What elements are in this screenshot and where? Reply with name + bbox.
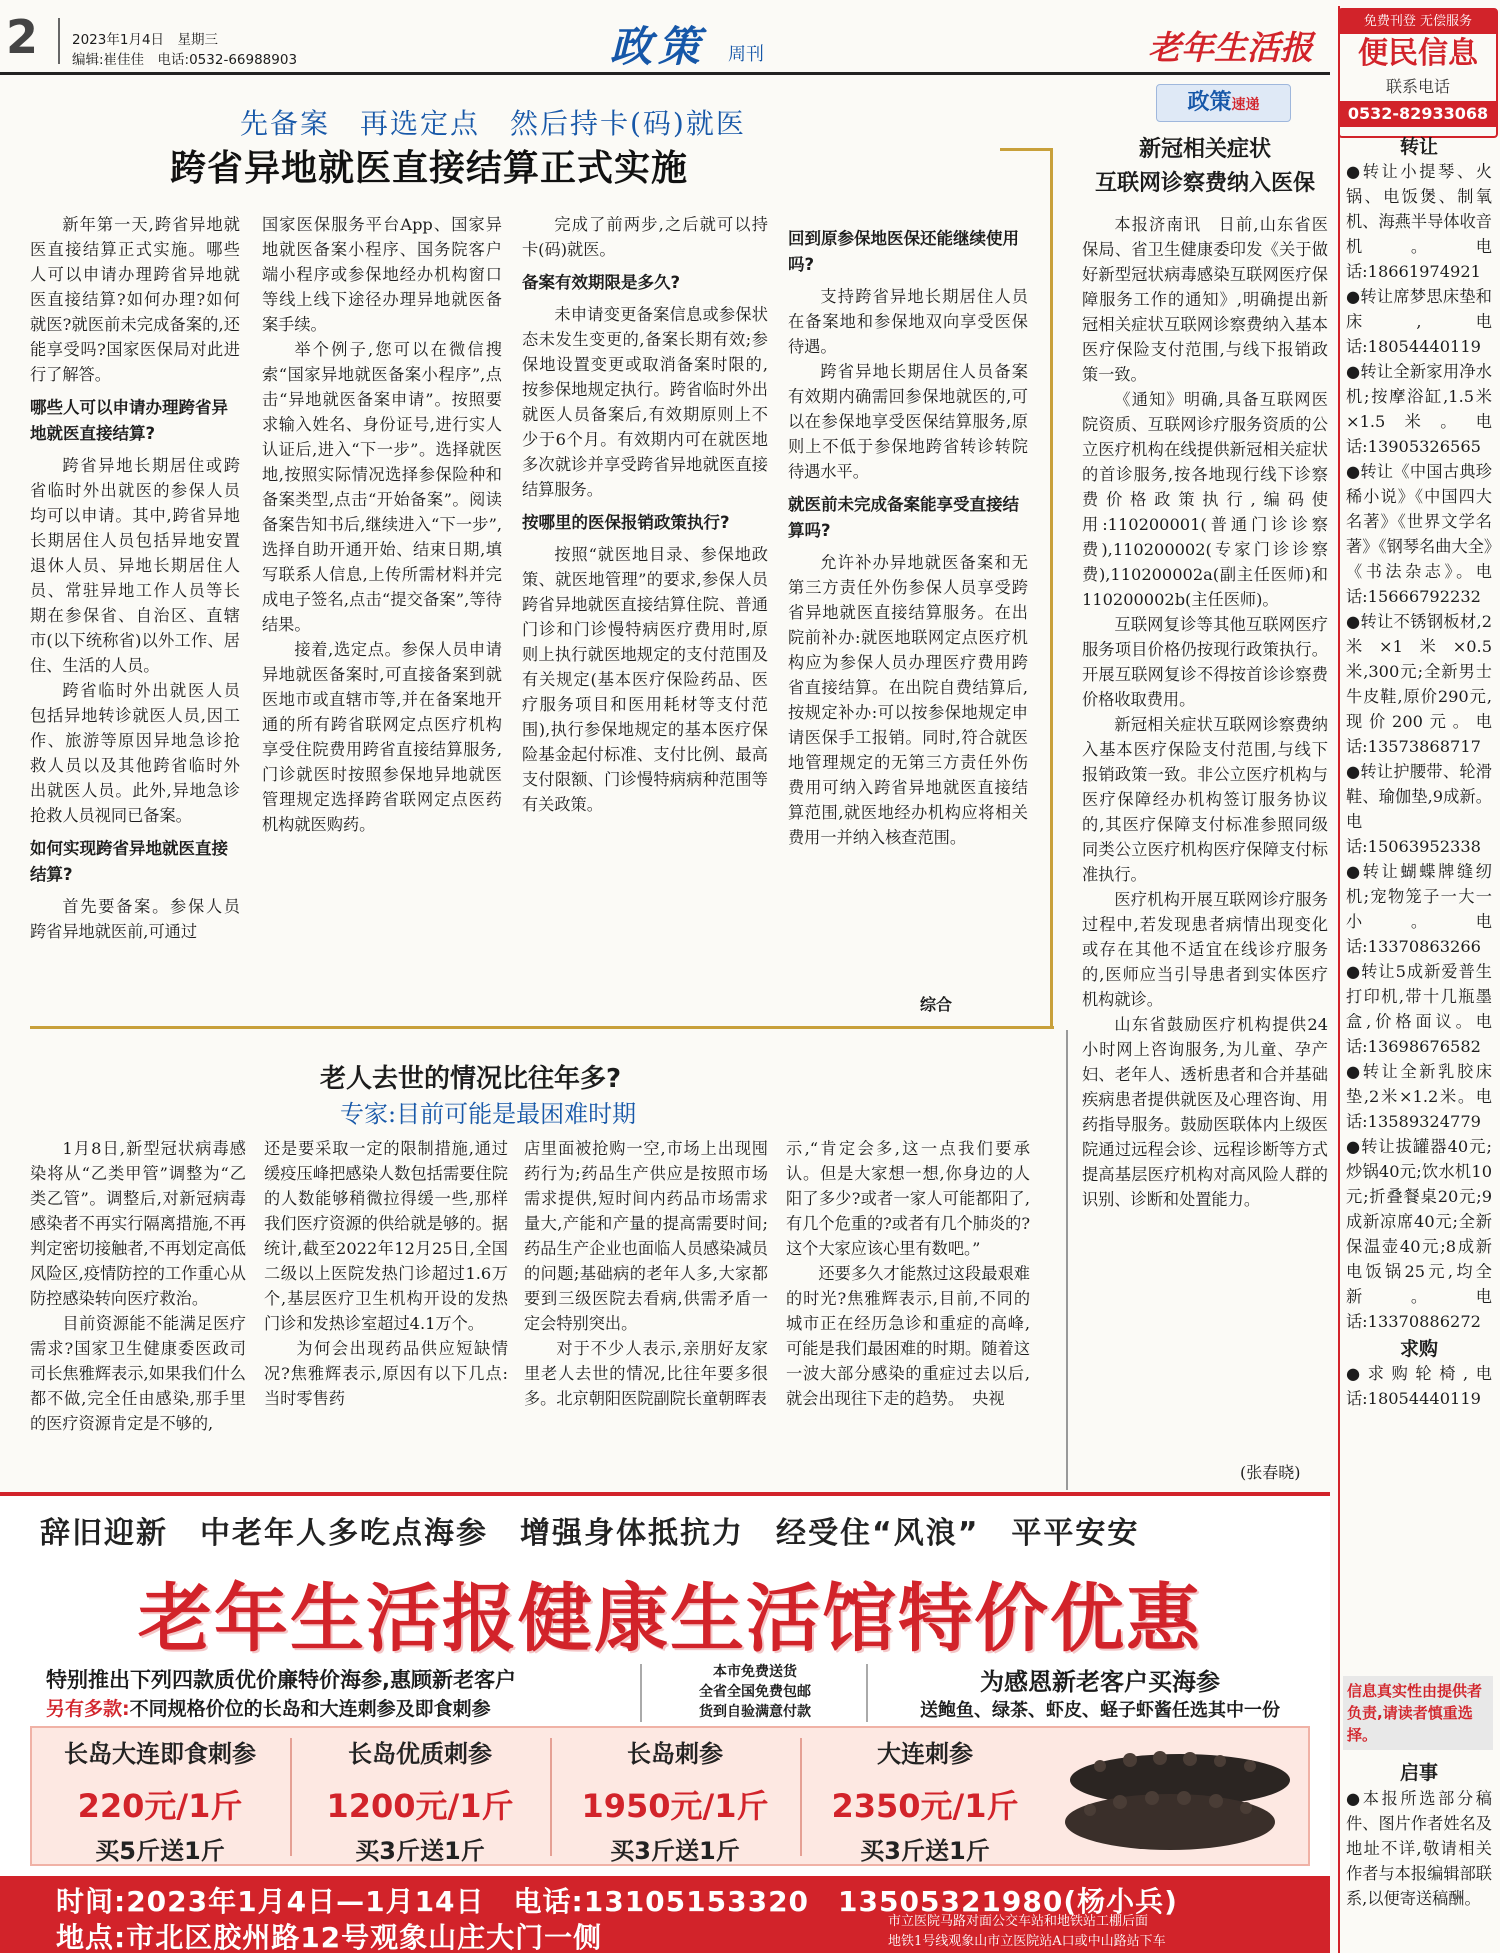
news-badge xyxy=(1156,84,1291,122)
classified-item: ●转让护腰带、轮滑鞋、瑜伽垫,9成新。电话:15063952338 xyxy=(1346,762,1492,856)
article-frame-bottom xyxy=(30,1026,1054,1029)
article-paragraph: 示,“肯定会多,这一点我们要承认。但是大家想一想,你身边的人阳了多少?或者一家人可能都阳了,有几个危重的?或者有几个肺炎的?这个大家应该心里有数吧。” xyxy=(786,1139,1030,1258)
ad-line2 xyxy=(46,1694,491,1721)
classified-item: ●转让《中国古典珍稀小说》《中国四大名著》《世界文学名著》《钢琴名曲大全》《书法杂志》。电话:15666792232 xyxy=(1346,462,1492,606)
article-frame-right xyxy=(1045,150,1053,1028)
article-paragraph: 跨省临时外出就医人员包括异地转诊就医人员,因工作、旅游等原因异地急诊抢救人员以及其他跨省临时外出就医人员。此外,异地急诊抢救人员视同已备案。 xyxy=(30,681,240,825)
classified-item: ●转让全新乳胶床垫,2米×1.2米。电话:13589324779 xyxy=(1346,1062,1492,1131)
article-paragraph: 按照“就医地目录、参保地政策、就医地管理”的要求,参保人员跨省异地就医直接结算住院、普通门诊和门诊慢特病医疗费用时,原则上执行就医地规定的支付范围及有关规定(基本医疗保险药品、医疗服务项目和医用耗材等支付范围),执行参保地规定的基本医疗保险基金起付标准、支付比例、最高支付限额、门诊慢特病病种范围等有关政策。 xyxy=(522,545,768,814)
product-divider xyxy=(290,1738,292,1856)
product-card xyxy=(805,1734,1045,1866)
classified-heading: 求购 xyxy=(1399,1338,1438,1360)
article-paragraph: 国家医保服务平台App、国家异地就医备案小程序、国务院客户端小程序或参保地经办机构窗口等线上线下途径办理异地就医备案手续。 xyxy=(262,215,502,334)
sidebar-note: 信息真实性由提供者负责,请读者慎重选择。 xyxy=(1343,1676,1493,1750)
article-paragraph: 跨省异地长期居住或跨省临时外出就医的参保人员均可以申请。其中,跨省异地长期居住人员包括异地安置退休人员、异地长期居住人员、常驻异地工作人员等长期在参保省、自治区、直辖市(以下统称省)以外工作、居住、生活的人员。 xyxy=(30,456,240,675)
classified-item: ●求购轮椅,电话:18054440119 xyxy=(1346,1364,1492,1408)
sidebar-title: 便民信息 xyxy=(1358,36,1478,71)
newspaper-logo: 老年生活报 xyxy=(1148,28,1313,67)
article-paragraph: 1月8日,新型冠状病毒感染将从“乙类甲管”调整为“乙类乙管”。调整后,对新冠病毒感染者不再实行隔离措施,不再判定密切接触者,不再划定高低风险区,疫情防控的工作重心从防控感染转向医疗救治。 xyxy=(30,1139,246,1308)
article-paragraph: 首先要备案。参保人员跨省异地就医前,可通过 xyxy=(30,897,240,941)
news-paragraph: 互联网复诊等其他互联网医疗服务项目价格仍按现行政策执行。开展互联网复诊不得按首诊诊察费价格收取费用。 xyxy=(1082,615,1328,709)
classified-item: ●转让5成新爱普生打印机,带十几瓶墨盒,价格面议。电话:13698676582 xyxy=(1346,962,1492,1056)
article-paragraph: 跨省异地长期居住人员备案有效期内确需回参保地就医的,可以在参保地享受医保结算服务,原则上不低于参保地跨省转诊转院待遇水平。 xyxy=(788,362,1028,481)
news-title-line2: 互联网诊察费纳入医保 xyxy=(1094,170,1315,196)
ad-divider-2 xyxy=(866,1664,868,1722)
article-subheading: 哪些人可以申请办理跨省异地就医直接结算? xyxy=(30,398,228,443)
classified-item: ●转让席梦思床垫和床,电话:18054440119 xyxy=(1346,287,1492,356)
article-paragraph: 接着,选定点。参保人员申请异地就医备案时,可直接备案到就医地市或直辖市等,并在备案地开通的所有跨省联网定点医疗机构享受住院费用跨省直接结算服务,门诊就医时按照参保地异地就医管理规定选择跨省联网定点医药机构就医购药。 xyxy=(262,640,502,834)
product-offer: 买5斤送1斤 xyxy=(95,1837,225,1865)
news-author: (张春晓) xyxy=(1240,1463,1301,1482)
ad-delivery-2: 全省全国免费包邮 xyxy=(699,1684,811,1700)
notice-text: ●本报所选部分稿件、图片作者姓名及地址不详,敬请相关作者与本报编辑部联系,以便寄送稿酬。 xyxy=(1346,1789,1492,1908)
ad-slogan: 辞旧迎新 中老年人多吃点海参 增强身体抵抗力 经受住“风浪” 平平安安 xyxy=(40,1516,1140,1551)
second-column-3 xyxy=(524,1136,768,1486)
news-badge-label: 政策 xyxy=(1187,90,1232,115)
article-paragraph: 允许补办异地就医备案和无第三方责任外伤参保人员享受跨省异地就医直接结算服务。在出院前补办:就医地联网定点医疗机构应为参保人员办理医疗费用跨省直接结算。在出院自费结算后,按规定补办:可以按参保地规定申请医保手工报销。同时,符合就医地管理规定的无第三方责任外伤费用可纳入跨省异地就医直接结算范围,就医地经办机构应将相关费用一并纳入核查范围。 xyxy=(788,553,1028,847)
page-number: 2 xyxy=(6,10,39,64)
ad-line1: 特别推出下列四款质优价廉特价海参,惠顾新老客户 xyxy=(46,1668,516,1692)
product-price: 2350元/1斤 xyxy=(831,1787,1019,1825)
ad-line2-label: 另有多款: xyxy=(46,1698,130,1720)
header-divider xyxy=(58,18,60,64)
section-subtitle: 周刊 xyxy=(728,44,764,65)
ad-gift-title: 为感恩新老客户买海参 xyxy=(980,1668,1220,1696)
product-name: 长岛刺参 xyxy=(627,1740,723,1768)
second-column-4 xyxy=(786,1136,1030,1486)
article-paragraph: 未申请变更备案信息或参保状态未发生变更的,备案长期有效;参保地设置变更或取消备案时限的,按参保地规定执行。跨省临时外出就医人员备案后,有效期原则上不少于6个月。有效期内可在就医地多次就诊并享受跨省异地就医直接结算服务。 xyxy=(522,305,768,499)
article-paragraph: 举个例子,您可以在微信搜索“国家异地就医备案小程序”,点击“异地就医备案申请”。按照要求输入姓名、身份证号,进行实人认证后,进入“下一步”。选择就医地,按照实际情况选择参保险种和备案类型,点击“开始备案”。阅读备案告知书后,继续进入“下一步”,选择自助开通开始、结束日期,填写联系人信息,上传所需材料并完成电子签名,点击“提交备案”,等待结果。 xyxy=(262,340,502,634)
article-subheading: 回到原参保地医保还能继续使用吗? xyxy=(788,229,1019,274)
news-paragraph: 新冠相关症状互联网诊察费纳入基本医疗保险支付范围,与线下报销政策一致。非公立医疗机构与医疗保障经办机构签订服务协议的,其医疗保障支付标准参照同级同类公立医疗机构医疗保障支付标准执行。 xyxy=(1082,715,1328,884)
classified-item: ●转让全新家用净水机;按摩浴缸,1.5米×1.5米。电话:13905326565 xyxy=(1346,362,1492,456)
article-paragraph: 为何会出现药品供应短缺情况?焦雅辉表示,原因有以下几点:当时零售药 xyxy=(264,1339,508,1408)
news-paragraph: 《通知》明确,具备互联网医院资质、互联网诊疗服务资质的公立医疗机构在线提供新冠相关症状的首诊服务,按各地现行线下诊察费价格政策执行,编码使用:110200001(普通门诊诊察费),110200002(专家门诊诊察费),110200002a(副主任医师)和110200002b(主任医师)。 xyxy=(1082,390,1328,609)
news-paragraph: 本报济南讯 日前,山东省医保局、省卫生健康委印发《关于做好新型冠状病毒感染互联网医疗保障服务工作的通知》,明确提出新冠相关症状互联网诊察费纳入基本医疗保险支付范围,与线下报销政策一致。 xyxy=(1082,215,1328,384)
notice-heading: 启事 xyxy=(1399,1762,1438,1784)
sidebar-header xyxy=(1338,8,1498,138)
sidebar-phone: 0532-82933068 xyxy=(1340,101,1496,127)
ad-route-1: 市立医院马路对面公交车站和地铁站工棚后面 xyxy=(888,1914,1149,1929)
section-title: 政策 xyxy=(610,22,707,71)
ad-time-phone: 时间:2023年1月4日—1月14日 电话:13105153320 13505321980(杨小兵) xyxy=(56,1885,1178,1918)
ad-delivery-1: 本市免费送货 xyxy=(713,1664,797,1680)
article-column-4 xyxy=(788,218,1028,1018)
news-badge-sub: 速递 xyxy=(1231,97,1260,113)
product-price: 1200元/1斤 xyxy=(326,1787,514,1825)
product-offer: 买3斤送1斤 xyxy=(355,1837,485,1865)
article-paragraph: 支持跨省异地长期居住人员在备案地和参保地双向享受医保待遇。 xyxy=(788,287,1028,356)
product-divider xyxy=(800,1738,802,1856)
article-column-1 xyxy=(30,212,240,1018)
product-card xyxy=(300,1734,540,1866)
second-column-2 xyxy=(264,1136,508,1486)
article-paragraph: 还要多久才能熬过这段最艰难的时光?焦雅辉表示,目前,不同的城市正在经历急诊和重症的高峰,可能是我们最困难的时期。随着这一波大部分感染的重症过去以后,就会出现往下走的趋势。 央视 xyxy=(786,1264,1030,1408)
classified-heading: 转让 xyxy=(1399,136,1438,158)
classified-item: ●转让拔罐器40元;炒锅40元;饮水机10元;折叠餐桌20元;9成新凉席40元;全新保温壶40元;8成新电饭锅25元,均全新。电话:13370886272 xyxy=(1346,1137,1492,1331)
product-offer: 买3斤送1斤 xyxy=(860,1837,990,1865)
ad-gift-text: 送鲍鱼、绿茶、虾皮、蛏子虾酱任选其中一份 xyxy=(920,1700,1280,1721)
sidebar-free-label: 免费刊登 无偿服务 xyxy=(1340,10,1496,34)
ad-delivery-info xyxy=(650,1662,860,1722)
product-price: 220元/1斤 xyxy=(77,1787,243,1825)
article-subheading: 就医前未完成备案能享受直接结算吗? xyxy=(788,495,1019,540)
article-kicker: 先备案 再选定点 然后持卡(码)就医 xyxy=(240,107,746,140)
ad-address: 地点:市北区胶州路12号观象山庄大门一侧 xyxy=(56,1921,603,1953)
ad-line2-text: 不同规格价位的长岛和大连刺参及即食刺参 xyxy=(129,1698,491,1720)
second-headline: 老人去世的情况比往年多? xyxy=(320,1064,622,1094)
classified-item: ●转让小提琴、火锅、电饭煲、制氧机、海燕半导体收音机。电话:18661974921 xyxy=(1346,162,1492,281)
article-column-2 xyxy=(262,212,502,1018)
classified-item: ●转让蝴蝶牌缝纫机;宠物笼子一大一小。电话:13370863266 xyxy=(1346,862,1492,956)
product-card xyxy=(555,1734,795,1866)
sidebar-contact-label: 联系电话 xyxy=(1385,77,1450,96)
editor-line: 编辑:崔佳佳 电话:0532-66988903 xyxy=(72,52,298,68)
product-card xyxy=(40,1734,280,1866)
article-paragraph: 还是要采取一定的限制措施,通过缓疫压峰把感染人数包括需要住院的人数能够稍微拉得缓一些,那样我们医疗资源的供给就是够的。据统计,截至2022年12月25日,全国二级以上医院发热门诊超过1.6万个,基层医疗卫生机构开设的发热门诊和发热诊室超过4.1万个。 xyxy=(264,1139,508,1333)
article-source: 综合 xyxy=(920,995,953,1014)
article-paragraph: 店里面被抢购一空,市场上出现囤药行为;药品生产供应是按照市场需求提供,短时间内药品市场需求量大,产能和产量的提高需要时间;药品生产企业也面临人员感染减员的问题;基础病的老年人多,大家都要到三级医院去看病,供需矛盾一定会特别突出。 xyxy=(524,1139,768,1333)
product-name: 长岛优质刺参 xyxy=(348,1740,492,1768)
article-subheading: 备案有效期限是多久? xyxy=(522,273,681,292)
news-body xyxy=(1082,212,1328,1482)
article-frame-top xyxy=(1000,148,1053,151)
ad-delivery-3: 货到自验满意付款 xyxy=(699,1704,811,1720)
ad-route-2: 地铁1号线观象山市立医院站A口或中山路站下车 xyxy=(888,1934,1166,1949)
product-name: 大连刺参 xyxy=(877,1740,973,1768)
product-offer: 买3斤送1斤 xyxy=(610,1837,740,1865)
news-paragraph: 医疗机构开展互联网诊疗服务过程中,若发现患者病情出现变化或存在其他不适宜在线诊疗服务的,医师应当引导患者到实体医疗机构就诊。 xyxy=(1082,890,1328,1009)
product-price: 1950元/1斤 xyxy=(581,1787,769,1825)
product-name: 长岛大连即食刺参 xyxy=(64,1740,256,1768)
product-divider xyxy=(550,1738,552,1856)
article-paragraph: 对于不少人表示,亲朋好友家里老人去世的情况,比往年要多很多。北京朝阳医院副院长童朝晖表 xyxy=(524,1339,768,1408)
ad-divider-1 xyxy=(640,1664,642,1722)
issue-date: 2023年1月4日 星期三 xyxy=(72,32,219,48)
news-paragraph: 山东省鼓励医疗机构提供24小时网上咨询服务,为儿童、孕产妇、老年人、透析患者和合并基础疾病患者提供就医及心理咨询、用药指导服务。鼓励医联体内上级医院通过远程会诊、远程诊断等方式提高基层医疗机构对高风险人群的识别、诊断和处置能力。 xyxy=(1082,1015,1328,1209)
article-subheading: 如何实现跨省异地就医直接结算? xyxy=(30,839,228,884)
ad-headline: 老年生活报健康生活馆特价优惠 xyxy=(138,1576,1202,1662)
article-paragraph: 目前资源能不能满足医疗需求?国家卫生健康委医政司司长焦雅辉表示,如果我们什么都不做,完全任由感染,那手里的医疗资源肯定是不够的, xyxy=(30,1314,246,1433)
article-column-3 xyxy=(522,212,768,1018)
article-headline: 跨省异地就医直接结算正式实施 xyxy=(170,148,689,189)
second-column-1 xyxy=(30,1136,246,1486)
news-title-line1: 新冠相关症状 xyxy=(1138,136,1271,162)
header-rule xyxy=(0,72,1330,75)
article-subheading: 按哪里的医保报销政策执行? xyxy=(522,513,730,532)
classified-item: ●转让不锈钢板材,2米×1米×0.5米,300元;全新男士牛皮鞋,原价290元,现价200元。电话:13573868717 xyxy=(1346,612,1492,756)
article-paragraph: 完成了前两步,之后就可以持卡(码)就医。 xyxy=(522,215,768,259)
classified-list xyxy=(1342,132,1496,1672)
column-divider xyxy=(1066,1030,1068,1490)
article-paragraph: 新年第一天,跨省异地就医直接结算正式实施。哪些人可以申请办理跨省异地就医直接结算?如何办理?如何就医?就医前未完成备案的,还能享受吗?国家医保局对此进行了解答。 xyxy=(30,215,240,384)
sea-cucumber-image xyxy=(1060,1730,1300,1860)
second-subtitle: 专家:目前可能是最困难时期 xyxy=(340,1100,637,1128)
